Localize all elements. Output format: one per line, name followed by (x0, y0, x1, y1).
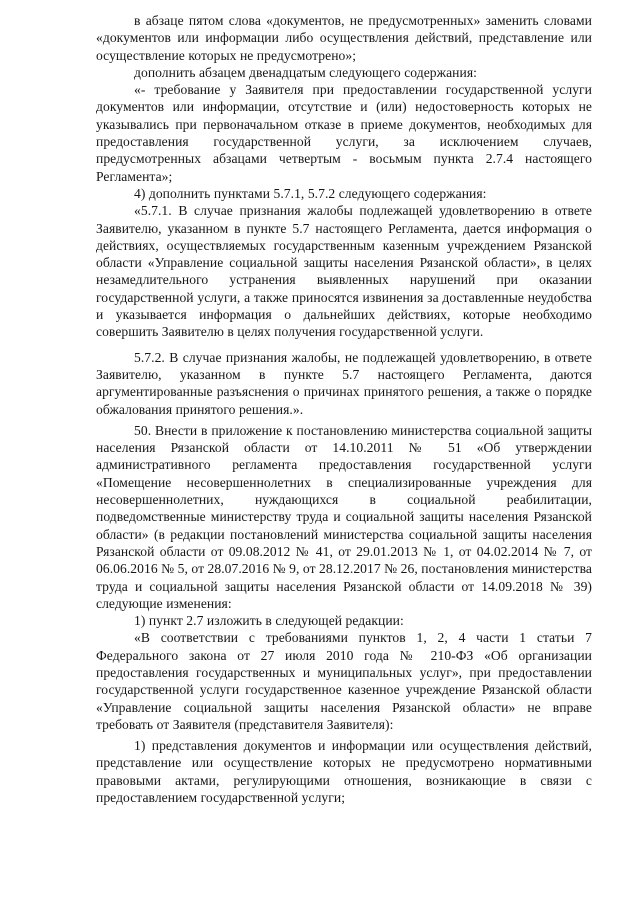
paragraph-clause-12-text: «- требование у Заявителя при предоставлении государственной услуги документов или информации, отсутствие и (или) недостоверность которых не указывались при первоначальном отказе в приеме документов, необходимых для предоставления государственной услуги, за исключением случаев, предусмотренных абзацами четвертым - восьмым пункта 2.7.4 настоящего Регламента»; (96, 82, 592, 184)
paragraph-item-50: 50. Внести в приложение к постановлению министерства социальной защиты населения Рязанской области от 14.10.2011 № 51 «Об утверждении административного регламента предоставления государственной услуги «Помещение несовершеннолетних в специализированные учреждения для несовершеннолетних, нуждающихся в социальной реабилитации, подведомственные министерству труда и социальной защиты населения Рязанской области» (в редакции постановлений министерства социальной защиты населения Рязанской области от 09.08.2012 № 41, от 29.01.2013 № 1, от 04.02.2014 № 7, от 06.06.2016 № 5, от 28.07.2016 № 9, от 28.12.2017 № 26, постановления министерства труда и социальной защиты населения Рязанской области от 14.09.2018 № 39) следующие изменения: (96, 422, 592, 611)
paragraph-clause-2-7-1: 1) представления документов и информации или осуществления действий, представление или осуществление которых не предусмотрено нормативными правовыми актами, регулирующими отношения, возникающие в связи с предоставлением государственной услуги; (96, 738, 592, 806)
paragraph-5-7-2: 5.7.2. В случае признания жалобы, не подлежащей удовлетворению, в ответе Заявителю, указанном в пункте 5.7 настоящего Регламента, даются аргументированные разъяснения о причинах принятого решения, а также о порядке обжалования принятого решения.». (96, 349, 592, 417)
paragraph-item-50-1: 1) пункт 2.7 изложить в следующей редакции: (134, 613, 404, 629)
paragraph-amend-clause-5: в абзаце пятом слова «документов, не предусмотренных» заменить словами «документов или информации либо осуществления действий, представление или осуществление которых не предусмотрено»; (96, 13, 592, 63)
paragraph-5-7-1: «5.7.1. В случае признания жалобы подлежащей удовлетворению в ответе Заявителю, указанном в пункте 5.7 настоящего Регламента, дается информация о действиях, осуществляемых государственным казенным учреждением Рязанской области «Управление социальной защиты населения Рязанской области», в целях незамедлительного устранения выявленных нарушений при оказании государственной услуги, а также приносятся извинения за доставленные неудобства и указывается информация о дальнейших действиях, которые необходимо совершить Заявителю в целях получения государственной услуги. (96, 203, 592, 340)
paragraph-add-clause-12: дополнить абзацем двенадцатым следующего содержания: (134, 64, 477, 80)
paragraph-item-4: 4) дополнить пунктами 5.7.1, 5.7.2 следующего содержания: (134, 185, 487, 201)
paragraph-clause-2-7: «В соответствии с требованиями пунктов 1, 2, 4 части 1 статьи 7 Федерального закона от 27 июля 2010 года № 210-ФЗ «Об организации предоставления государственных и муниципальных услуг», при предоставлении государственной услуги государственное казенное учреждение Рязанской области «Управление социальной защиты населения Рязанской области» не вправе требовать от Заявителя (представителя Заявителя): (96, 630, 592, 732)
